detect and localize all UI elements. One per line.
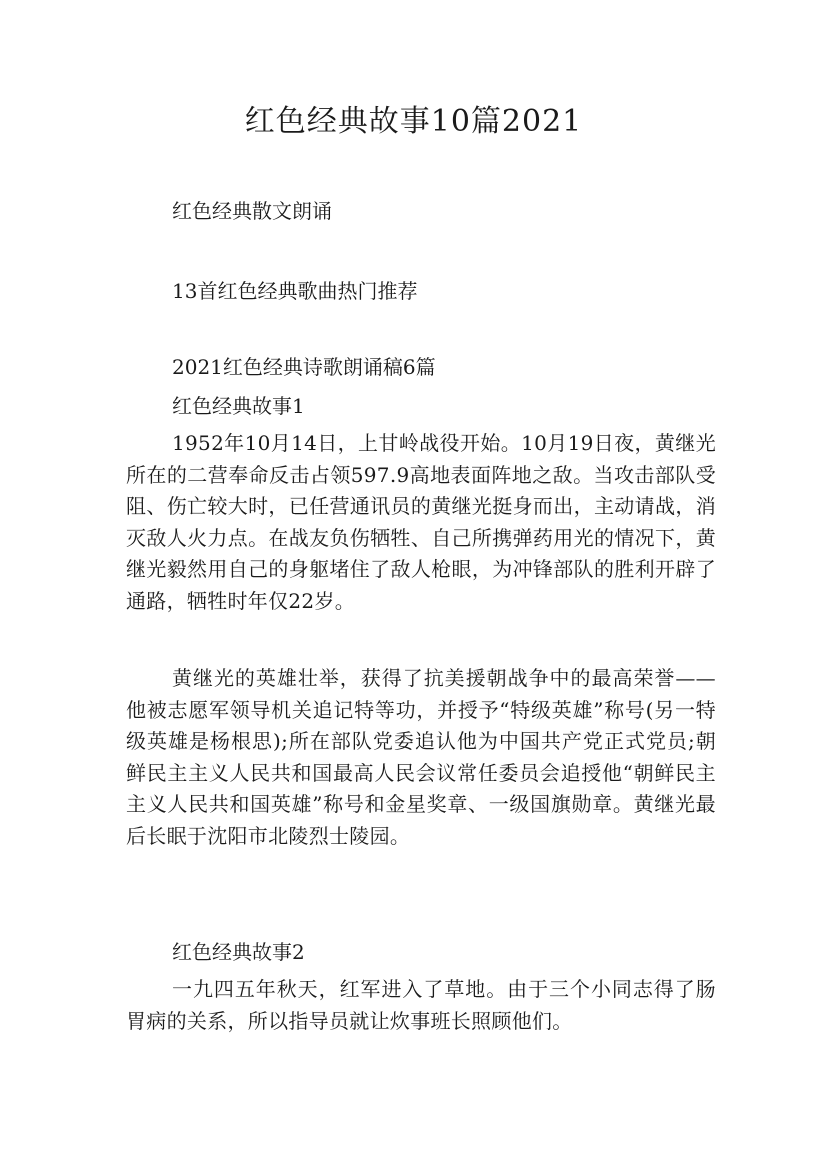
related-link-2[interactable]: 13首红色经典歌曲热门推荐 <box>172 279 418 303</box>
story-2-heading: 红色经典故事2 <box>172 940 305 964</box>
related-link-3[interactable]: 2021红色经典诗歌朗诵稿6篇 <box>172 355 436 379</box>
story-2-paragraph-1: 一九四五年秋天，红军进入了草地。由于三个小同志得了肠胃病的关系，所以指导员就让炊事班长照顾他们。 <box>126 977 716 1033</box>
story-1-paragraph-2: 黄继光的英雄壮举，获得了抗美援朝战争中的最高荣誉——他被志愿军领导机关追记特等功，并授予“特级英雄”称号(另一特级英雄是杨根思);所在部队党委追认他为中国共产党正式党员;朝鲜民主主义人民共和国最高人民会议常任委员会追授他“朝鲜民主主义人民共和国英雄”称号和金星奖章、一级国旗勋章。黄继光最后长眠于沈阳市北陵烈士陵园。 <box>126 666 716 848</box>
related-link-1[interactable]: 红色经典散文朗诵 <box>172 199 332 223</box>
story-1-paragraph-1: 1952年10月14日，上甘岭战役开始。10月19日夜，黄继光所在的二营奉命反击占领597.9高地表面阵地之敌。当攻击部队受阻、伤亡较大时，已任营通讯员的黄继光挺身而出，主动请战，消灭敌人火力点。在战友负伤牺牲、自己所携弹药用光的情况下，黄继光毅然用自己的身躯堵住了敌人枪眼，为冲锋部队的胜利开辟了通路，牺牲时年仅22岁。 <box>126 431 716 613</box>
document-title: 红色经典故事10篇2021 <box>244 104 583 139</box>
story-1-heading: 红色经典故事1 <box>172 394 305 418</box>
